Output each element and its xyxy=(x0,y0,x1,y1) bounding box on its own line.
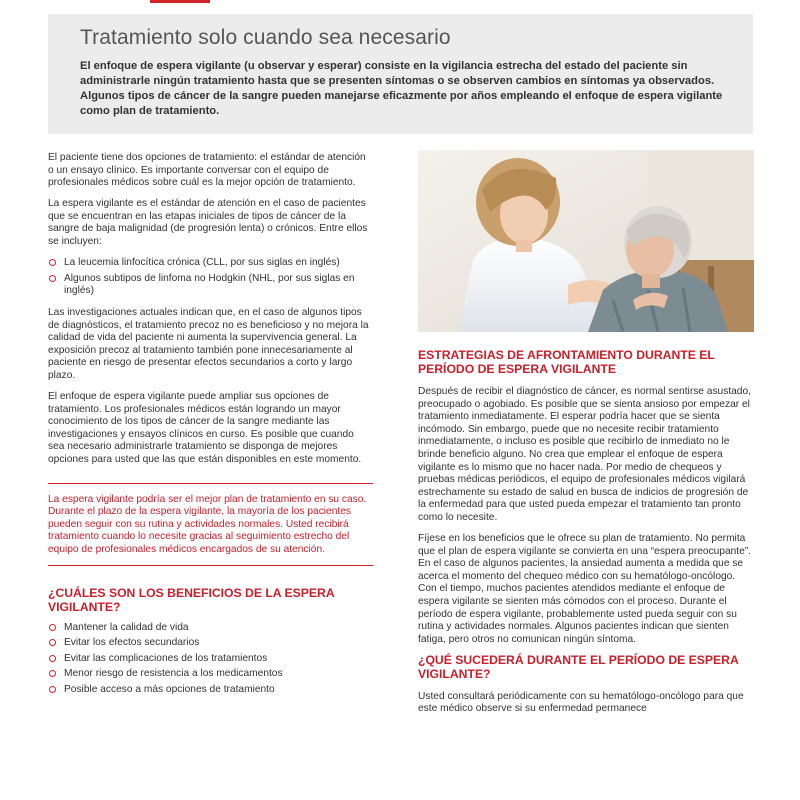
circle-bullet-icon xyxy=(49,670,56,677)
list-item: Algunos subtipos de linfoma no Hodgkin (NHL, por sus siglas en inglés) xyxy=(48,273,373,298)
list-item: Posible acceso a más opciones de tratamiento xyxy=(48,684,373,697)
photo-illustration xyxy=(418,150,754,332)
page-title: Tratamiento solo cuando sea necesario xyxy=(80,26,451,49)
treatment-options-paragraph: El paciente tiene dos opciones de tratamiento: el estándar de atención o un ensayo clínico. Es importante conversar con el equipo de profesionales médicos sobre cuál es la mejor opción de tratamiento. xyxy=(48,152,366,189)
research-paragraph: Las investigaciones actuales indican que, en el caso de algunos tipos de diagnósticos, el tratamiento precoz no es beneficioso y no mejora la calidad de vida del paciente ni aumenta la supervivencia general. La exposición precoz al tratamiento también pone innecesariamente al paciente en riesgo de presentar efectos secundarios a corto y largo plazo. xyxy=(48,306,369,381)
circle-bullet-icon xyxy=(49,686,56,693)
list-item: Evitar los efectos secundarios xyxy=(48,637,373,650)
strategies-heading: ESTRATEGIAS DE AFRONTAMIENTO DURANTE EL PERÍODO DE ESPERA VIGILANTE xyxy=(418,348,715,376)
options-paragraph: El enfoque de espera vigilante puede ampliar sus opciones de tratamiento. Los profesionales médicos están logrando un mayor conocimiento de los tipos de cáncer de la sangre mediante las investigaciones y ensayos clínicos en curso. Es posible que cuando sea necesario administrarle tratamiento se disponga de mejores opciones para usted que las que están disponibles en este momento. xyxy=(48,391,362,465)
checkups-paragraph: Usted consultará periódicamente con su hematólogo-oncólogo para que este médico observe si su enfermedad permanece xyxy=(418,690,744,715)
intro-box xyxy=(48,14,753,134)
circle-bullet-icon xyxy=(49,259,56,266)
diagnosis-paragraph: Después de recibir el diagnóstico de cáncer, es normal sentirse asustado, preocupado o agobiado. Es posible que se sienta ansioso por empezar el tratamiento inmediatamente. El esperar podría hacer que se sienta incómodo. Sin embargo, puede que no necesite recibir tratamiento inmediatamente, o incluso es posible que recibirlo de inmediato no le brinde beneficio alguno. No crea que emplear el enfoque de espera vigilante es lo mismo que no hacer nada. Por medio de chequeos y pruebas médicas periódicos, el equipo de profesionales médicos vigilará estrechamente su estado de salud en busca de indicios de progresión de la enfermedad para que usted pueda empezar el tratamiento tan pronto como lo necesite. xyxy=(418,386,751,523)
circle-bullet-icon xyxy=(49,275,56,282)
top-accent-bar xyxy=(150,0,210,3)
nurse-patient-photo xyxy=(418,150,754,332)
list-item: Mantener la calidad de vida xyxy=(48,622,373,635)
circle-bullet-icon xyxy=(49,655,56,662)
callout-box: La espera vigilante podría ser el mejor plan de tratamiento en su caso. Durante el plazo de la espera vigilante, la mayoría de los pacientes pueden seguir con su rutina y actividades normales. Usted recibirá tratamiento cuando lo necesite gracias al seguimiento estrecho del equipo de profesionales médicos encargados de su atención. xyxy=(48,483,373,566)
list-item: Evitar las complicaciones de los tratamientos xyxy=(48,653,373,666)
circle-bullet-icon xyxy=(49,639,56,646)
benefits-list xyxy=(48,622,373,697)
circle-bullet-icon xyxy=(49,624,56,631)
cancer-types-list xyxy=(48,257,373,298)
list-item: Menor riesgo de resistencia a los medicamentos xyxy=(48,668,373,681)
intro-description: El enfoque de espera vigilante (u observar y esperar) consiste en la vigilancia estrecha del estado del paciente sin administrarle ningún tratamiento hasta que se presenten síntomas o se observen cambios en síntomas ya observados. Algunos tipos de cáncer de la sangre pueden manejarse eficazmente por años empleando el enfoque de espera vigilante como plan de tratamiento. xyxy=(80,60,723,117)
benefits-focus-paragraph: Fíjese en los beneficios que le ofrece su plan de tratamiento. No permita que el plan de espera vigilante se convierta en una “espera preocupante”. En el caso de algunos pacientes, la ansiedad aumenta a medida que se acerca el momento del chequeo médico con su hematólogo-oncólogo. Con el tiempo, muchos pacientes atendidos mediante el enfoque de espera vigilante se sienten más cómodos con el proceso. Durante el período de espera vigilante, probablemente usted pueda seguir con su rutina y actividades normales. Algunos pacientes indican que sienten fatiga, pero otros no comunican ningún síntoma. xyxy=(418,533,752,645)
benefits-heading: ¿CUÁLES SON LOS BENEFICIOS DE LA ESPERA VIGILANTE? xyxy=(48,585,335,614)
left-column xyxy=(48,152,373,706)
list-item: La leucemia linfocítica crónica (CLL, por sus siglas en inglés) xyxy=(48,257,373,270)
what-happens-heading: ¿QUÉ SUCEDERÁ DURANTE EL PERÍODO DE ESPERA VIGILANTE? xyxy=(418,652,739,681)
right-column xyxy=(418,348,754,725)
watchful-waiting-paragraph: La espera vigilante es el estándar de atención en el caso de pacientes que se encuentran en las etapas iniciales de tipos de cáncer de la sangre de baja malignidad (de progresión lenta) o crónicos. Entre ellos se incluyen: xyxy=(48,198,368,248)
